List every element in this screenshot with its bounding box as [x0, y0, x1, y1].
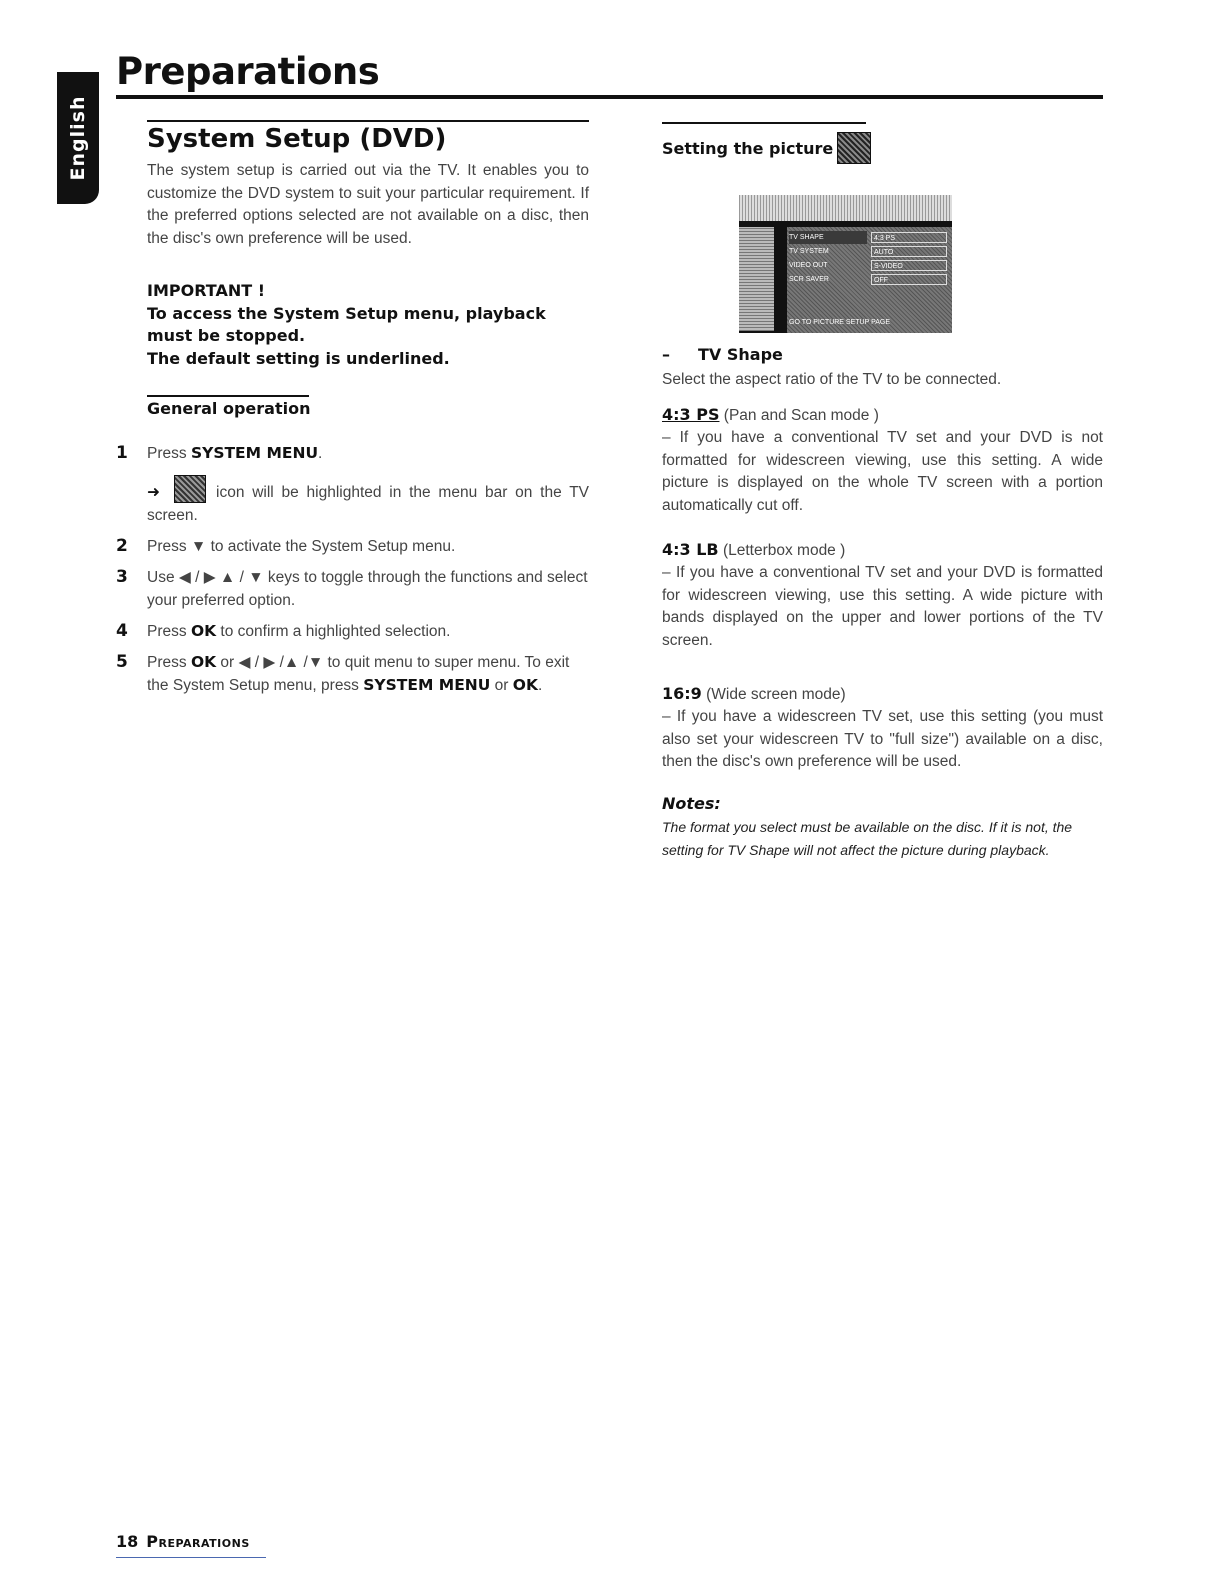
- step-number: 3: [116, 567, 128, 587]
- step-1-result: [116, 475, 589, 527]
- page-footer: [116, 1532, 250, 1551]
- tv-menu-screenshot: [739, 195, 952, 333]
- mode-name: (Wide screen mode): [706, 686, 846, 703]
- step-text: or ◀ / ▶ /▲ /▼ to quit menu to super menu. To exit the System Setup menu, press: [147, 654, 570, 694]
- mode-heading: [662, 682, 1103, 706]
- mode-4-3-lb: [662, 538, 1103, 652]
- step-number: 5: [116, 652, 128, 672]
- important-block: [147, 280, 589, 370]
- subhead-divider: [147, 395, 309, 397]
- mode-desc: – If you have a conventional TV set and your DVD is formatted for widescreen viewing, use this setting. A wide picture with bands displayed on the upper and lower portions of the TV screen.: [662, 564, 1103, 649]
- tv-menu-row: TV SHAPE: [789, 231, 867, 244]
- notes-section: [662, 794, 1103, 861]
- general-operation-label: General operation: [147, 399, 311, 418]
- tv-shape-heading: [662, 345, 1103, 364]
- system-menu-key: SYSTEM MENU: [190, 444, 319, 462]
- page-number: 18: [116, 1532, 139, 1551]
- right-column-heading: [662, 122, 1103, 164]
- notes-label: Notes:: [662, 794, 721, 813]
- mode-name: (Pan and Scan mode ): [723, 407, 879, 424]
- setting-picture-label: Setting the picture: [662, 138, 834, 158]
- result-arrow-icon: ➜: [147, 484, 160, 501]
- tv-menu-bar: [739, 195, 952, 221]
- step-number: 1: [116, 443, 128, 463]
- steps-list: [116, 442, 589, 697]
- tv-menu-option: 4:3 PS: [871, 232, 947, 243]
- ok-key: OK: [190, 622, 217, 640]
- mode-code: 4:3 LB: [662, 540, 719, 559]
- important-line-2: The default setting is underlined.: [147, 348, 450, 368]
- step-number: 2: [116, 536, 128, 556]
- intro-text: The system setup is carried out via the TV. It enables you to customize the DVD system to suit your particular requirement. If the preferred options selected are not available on a disc, then the disc's own preference will be used.: [147, 162, 589, 247]
- tv-shape-desc: Select the aspect ratio of the TV to be connected.: [662, 371, 1002, 388]
- tv-menu-option: OFF: [871, 274, 947, 285]
- left-column: [147, 120, 589, 419]
- mode-desc: – If you have a conventional TV set and your DVD is not formatted for widescreen viewing, use this setting. A wide picture is displayed on the whole TV screen with a portion automatically cut off.: [662, 429, 1103, 514]
- mode-4-3-ps: [662, 403, 1103, 517]
- mode-heading: [662, 538, 1103, 562]
- footer-page-name: Preparations: [146, 1532, 250, 1551]
- mode-code: 4:3 PS: [662, 405, 720, 424]
- tv-shape-dash: –: [662, 345, 670, 364]
- footer-divider: [116, 1557, 266, 1558]
- step-text: or: [490, 677, 513, 694]
- tv-side-panel: [739, 227, 774, 331]
- mode-desc: – If you have a widescreen TV set, use this setting (you must also set your widescreen TV to "full size") available on a disc, then the disc's own preference will be used.: [662, 708, 1103, 770]
- tv-shape-title: TV Shape: [698, 345, 783, 364]
- ok-key: OK: [190, 653, 217, 671]
- step-text: .: [318, 445, 323, 462]
- ok-key: OK: [512, 676, 538, 694]
- tv-shape-section: [662, 345, 1103, 392]
- step-text: Use ◀ / ▶ ▲ / ▼ keys to toggle through the functions and select your preferred option.: [147, 569, 588, 609]
- step-5: [116, 651, 589, 697]
- language-tab: [57, 72, 99, 204]
- step-1: [116, 442, 589, 465]
- step-text: .: [537, 677, 543, 694]
- mode-heading: [662, 403, 1103, 427]
- step-text: to confirm a highlighted selection.: [216, 623, 451, 640]
- tv-menu-option: AUTO: [871, 246, 947, 257]
- mode-name: (Letterbox mode ): [722, 542, 846, 559]
- system-menu-key: SYSTEM MENU: [363, 676, 491, 694]
- step-text: Press: [147, 445, 191, 462]
- title-divider: [116, 95, 1103, 99]
- step-text: Press: [147, 623, 191, 640]
- right-heading-divider: [662, 122, 866, 124]
- tv-menu-option: S-VIDEO: [871, 260, 947, 271]
- important-label: IMPORTANT !: [147, 281, 266, 300]
- tv-menu-row: VIDEO OUT: [789, 262, 828, 269]
- mode-code: 16:9: [662, 684, 702, 703]
- mode-16-9: [662, 682, 1103, 774]
- tv-menu-footer: GO TO PICTURE SETUP PAGE: [789, 319, 891, 326]
- important-line-1: To access the System Setup menu, playback must be stopped.: [147, 303, 546, 345]
- step-2: [116, 535, 589, 558]
- tv-menu-row: TV SYSTEM: [789, 248, 829, 255]
- step-text: Press ▼ to activate the System Setup menu.: [147, 538, 456, 555]
- notes-body: The format you select must be available on the disc. If it is not, the setting for TV Shape will not affect the picture during playback.: [662, 819, 1073, 858]
- step-4: [116, 620, 589, 643]
- result-text: icon will be highlighted in the menu bar on the TV screen.: [147, 484, 589, 524]
- section-divider: [147, 120, 589, 122]
- step-3: [116, 566, 589, 612]
- tv-menu-row: SCR SAVER: [789, 276, 829, 283]
- system-setup-icon: [174, 475, 206, 503]
- picture-setup-icon: [837, 132, 871, 164]
- setting-picture-heading: [662, 132, 1103, 164]
- step-text: Press: [147, 654, 191, 671]
- general-operation-heading: [147, 395, 310, 418]
- section-title: System Setup (DVD): [147, 124, 447, 154]
- step-number: 4: [116, 621, 128, 641]
- language-tab-label: English: [67, 95, 89, 181]
- page-title: Preparations: [116, 50, 380, 93]
